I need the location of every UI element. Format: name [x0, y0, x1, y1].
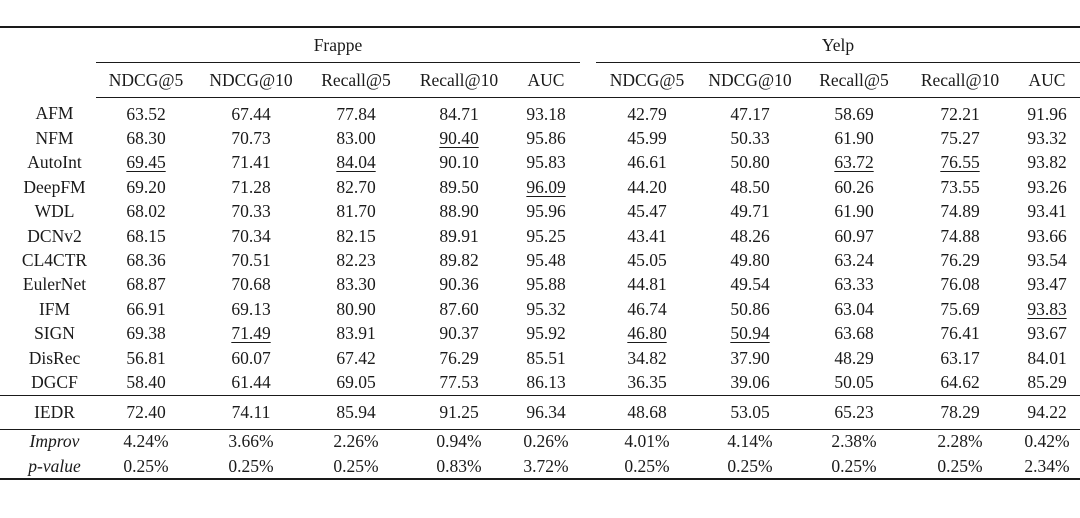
cell-value: 61.90 [834, 201, 874, 222]
row-label: AFM [35, 103, 74, 124]
cell-value: 48.68 [596, 395, 698, 429]
cell-value: 93.83 [1027, 298, 1067, 319]
cell-value: 70.33 [231, 201, 271, 222]
cell-value: 95.88 [526, 274, 566, 295]
cell-value: 49.80 [730, 250, 770, 271]
cell-value: 44.20 [627, 176, 667, 197]
cell-value: 4.14% [698, 429, 802, 454]
row-label: IEDR [0, 395, 96, 429]
row-label: DGCF [31, 371, 78, 392]
metric-header: Recall@10 [406, 63, 512, 98]
cell-value: 63.33 [834, 274, 874, 295]
row-label: EulerNet [22, 274, 87, 295]
cell-value: 95.92 [526, 323, 566, 344]
cell-value: 91.25 [406, 395, 512, 429]
row-label: CL4CTR [21, 250, 88, 271]
cell-value: 69.13 [231, 298, 271, 319]
cell-value: 0.25% [727, 455, 773, 476]
cell-value: 46.74 [627, 298, 667, 319]
group-header-row [0, 28, 1080, 63]
cell-value: 68.87 [126, 274, 166, 295]
cell-value: 89.91 [439, 225, 479, 246]
cell-value: 87.60 [439, 298, 479, 319]
cell-value: 71.41 [231, 152, 271, 173]
cell-value: 69.05 [336, 371, 376, 392]
table-row [0, 98, 1080, 127]
cell-value: 74.89 [940, 201, 980, 222]
cell-value: 83.30 [336, 274, 376, 295]
table-row [0, 224, 1080, 248]
metric-header: AUC [1014, 63, 1080, 98]
cell-value: 60.26 [834, 176, 874, 197]
row-label: Improv [0, 429, 96, 454]
row-label: DeepFM [23, 176, 86, 197]
results-table [0, 26, 1080, 480]
metric-header: NDCG@10 [698, 63, 802, 98]
cell-value: 76.41 [940, 323, 980, 344]
cell-value: 82.70 [336, 176, 376, 197]
cell-value: 93.18 [526, 103, 566, 124]
cell-value: 86.13 [526, 371, 566, 392]
cell-value: 88.90 [439, 201, 479, 222]
row-label: DisRec [28, 347, 81, 368]
cell-value: 66.91 [126, 298, 166, 319]
cell-value: 60.07 [231, 347, 271, 368]
group-header-yelp: Yelp [596, 28, 1080, 63]
cell-value: 60.97 [834, 225, 874, 246]
cell-value: 68.30 [126, 128, 166, 149]
cell-value: 3.66% [196, 429, 306, 454]
cell-value: 89.82 [439, 250, 479, 271]
cell-value: 94.22 [1014, 395, 1080, 429]
cell-value: 0.25% [937, 455, 983, 476]
metric-header: Recall@5 [802, 63, 906, 98]
cell-value: 84.01 [1027, 347, 1067, 368]
cell-value: 67.44 [231, 103, 271, 124]
cell-value: 2.26% [306, 429, 406, 454]
cell-value: 53.05 [698, 395, 802, 429]
cell-value: 50.86 [730, 298, 770, 319]
cell-value: 76.55 [940, 152, 980, 173]
row-label: SIGN [34, 323, 75, 344]
table-row [0, 273, 1080, 297]
cell-value: 68.36 [126, 250, 166, 271]
cell-value: 48.26 [730, 225, 770, 246]
cell-value: 72.21 [940, 103, 980, 124]
cell-value: 0.83% [436, 455, 482, 476]
cell-value: 85.51 [526, 347, 566, 368]
cell-value: 48.29 [834, 347, 874, 368]
cell-value: 90.40 [439, 128, 479, 149]
cell-value: 82.23 [336, 250, 376, 271]
cell-value: 4.01% [596, 429, 698, 454]
metric-header: NDCG@5 [596, 63, 698, 98]
cell-value: 63.04 [834, 298, 874, 319]
cell-value: 70.73 [231, 128, 271, 149]
cell-value: 74.88 [940, 225, 980, 246]
cell-value: 0.25% [333, 455, 379, 476]
table-row [0, 297, 1080, 321]
cell-value: 46.61 [627, 152, 667, 173]
cell-value: 96.34 [512, 395, 580, 429]
cell-value: 45.99 [627, 128, 667, 149]
cell-value: 61.44 [231, 371, 271, 392]
cell-value: 63.72 [834, 152, 874, 173]
cell-value: 93.67 [1027, 323, 1067, 344]
table-row [0, 346, 1080, 370]
row-label: NFM [35, 128, 74, 149]
cell-value: 63.24 [834, 250, 874, 271]
cell-value: 58.69 [834, 103, 874, 124]
cell-value: 85.94 [306, 395, 406, 429]
table-row-pvalue [0, 454, 1080, 479]
metric-header: Recall@10 [906, 63, 1014, 98]
cell-value: 0.25% [123, 455, 169, 476]
cell-value: 93.32 [1027, 128, 1067, 149]
cell-value: 84.04 [336, 152, 376, 173]
row-label: AutoInt [27, 152, 82, 173]
cell-value: 75.69 [940, 298, 980, 319]
cell-value: 93.54 [1027, 250, 1067, 271]
row-label: IFM [38, 298, 71, 319]
cell-value: 95.48 [526, 250, 566, 271]
cell-value: 73.55 [940, 176, 980, 197]
cell-value: 84.71 [439, 103, 479, 124]
cell-value: 89.50 [439, 176, 479, 197]
cell-value: 76.29 [940, 250, 980, 271]
cell-value: 63.52 [126, 103, 166, 124]
metric-header: Recall@5 [306, 63, 406, 98]
cell-value: 0.42% [1014, 429, 1080, 454]
table-row-improv [0, 429, 1080, 454]
table-row [0, 248, 1080, 272]
cell-value: 70.34 [231, 225, 271, 246]
cell-value: 71.49 [231, 323, 271, 344]
cell-value: 63.17 [940, 347, 980, 368]
metric-header-row [0, 63, 1080, 98]
cell-value: 50.94 [730, 323, 770, 344]
cell-value: 70.51 [231, 250, 271, 271]
group-header-frappe: Frappe [96, 28, 580, 63]
table-row [0, 175, 1080, 199]
cell-value: 43.41 [627, 225, 667, 246]
table-row [0, 151, 1080, 175]
cell-value: 95.83 [526, 152, 566, 173]
cell-value: 36.35 [627, 371, 667, 392]
cell-value: 93.26 [1027, 176, 1067, 197]
cell-value: 70.68 [231, 274, 271, 295]
cell-value: 78.29 [906, 395, 1014, 429]
cell-value: 72.40 [96, 395, 196, 429]
cell-value: 75.27 [940, 128, 980, 149]
cell-value: 47.17 [730, 103, 770, 124]
cell-value: 77.53 [439, 371, 479, 392]
cell-value: 48.50 [730, 176, 770, 197]
cell-value: 77.84 [336, 103, 376, 124]
cell-value: 85.29 [1027, 371, 1067, 392]
cell-value: 95.32 [526, 298, 566, 319]
cell-value: 90.36 [439, 274, 479, 295]
metric-header: NDCG@10 [196, 63, 306, 98]
cell-value: 68.15 [126, 225, 166, 246]
cell-value: 2.38% [802, 429, 906, 454]
table-row [0, 370, 1080, 395]
cell-value: 4.24% [96, 429, 196, 454]
cell-value: 81.70 [336, 201, 376, 222]
table-row-ours [0, 395, 1080, 429]
cell-value: 80.90 [336, 298, 376, 319]
cell-value: 69.45 [126, 152, 166, 173]
cell-value: 39.06 [730, 371, 770, 392]
cell-value: 49.71 [730, 201, 770, 222]
cell-value: 76.08 [940, 274, 980, 295]
cell-value: 45.47 [627, 201, 667, 222]
cell-value: 74.11 [196, 395, 306, 429]
cell-value: 93.82 [1027, 152, 1067, 173]
metric-header: NDCG@5 [96, 63, 196, 98]
cell-value: 0.26% [512, 429, 580, 454]
cell-value: 96.09 [526, 176, 566, 197]
cell-value: 71.28 [231, 176, 271, 197]
cell-value: 90.37 [439, 323, 479, 344]
cell-value: 93.47 [1027, 274, 1067, 295]
cell-value: 63.68 [834, 323, 874, 344]
cell-value: 93.41 [1027, 201, 1067, 222]
cell-value: 49.54 [730, 274, 770, 295]
cell-value: 2.28% [906, 429, 1014, 454]
table-row [0, 322, 1080, 346]
cell-value: 0.25% [624, 455, 670, 476]
cell-value: 69.38 [126, 323, 166, 344]
cell-value: 0.25% [831, 455, 877, 476]
cell-value: 56.81 [126, 347, 166, 368]
cell-value: 90.10 [439, 152, 479, 173]
cell-value: 50.80 [730, 152, 770, 173]
cell-value: 82.15 [336, 225, 376, 246]
cell-value: 95.86 [526, 128, 566, 149]
cell-value: 83.00 [336, 128, 376, 149]
cell-value: 65.23 [802, 395, 906, 429]
row-label: p-value [28, 455, 81, 476]
cell-value: 91.96 [1027, 103, 1067, 124]
cell-value: 42.79 [627, 103, 667, 124]
cell-value: 3.72% [523, 455, 569, 476]
metric-header: AUC [512, 63, 580, 98]
row-label: WDL [34, 201, 75, 222]
table-row [0, 126, 1080, 150]
cell-value: 46.80 [627, 323, 667, 344]
cell-value: 95.25 [526, 225, 566, 246]
table-row [0, 200, 1080, 224]
cell-value: 76.29 [439, 347, 479, 368]
cell-value: 83.91 [336, 323, 376, 344]
cell-value: 69.20 [126, 176, 166, 197]
cell-value: 50.33 [730, 128, 770, 149]
cell-value: 93.66 [1027, 225, 1067, 246]
cell-value: 61.90 [834, 128, 874, 149]
cell-value: 37.90 [730, 347, 770, 368]
cell-value: 68.02 [126, 201, 166, 222]
cell-value: 64.62 [940, 371, 980, 392]
cell-value: 45.05 [627, 250, 667, 271]
row-label: DCNv2 [27, 225, 82, 246]
cell-value: 67.42 [336, 347, 376, 368]
cell-value: 50.05 [834, 371, 874, 392]
cell-value: 0.25% [228, 455, 274, 476]
cell-value: 95.96 [526, 201, 566, 222]
cell-value: 0.94% [406, 429, 512, 454]
cell-value: 34.82 [627, 347, 667, 368]
cell-value: 44.81 [627, 274, 667, 295]
cell-value: 2.34% [1024, 455, 1070, 476]
cell-value: 58.40 [126, 371, 166, 392]
